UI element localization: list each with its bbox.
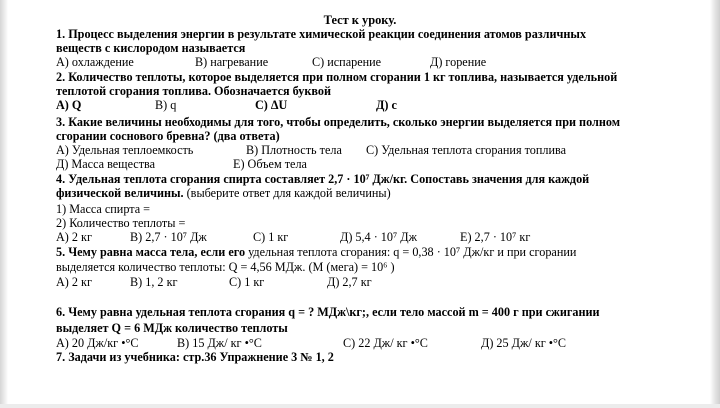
q6-option-d: Д) 25 Дж/ кг •°С — [481, 336, 567, 350]
q4-option-d: Д) 5,4 · 10⁷ Дж — [340, 230, 418, 244]
q3-option-c: С) Удельная теплота сгорания топлива — [366, 143, 566, 157]
question-5-line-2: выделяется количество теплоты: Q = 4,56 МДж. (М (мега) = 10⁶ ) — [56, 260, 395, 274]
page-shadow-left — [0, 0, 8, 408]
question-7-line-1: 7. Задачи из учебника: стр.36 Упражнение 3 № 1, 2 — [56, 350, 334, 364]
q1-option-d: Д) горение — [430, 55, 487, 69]
question-5-line-1 — [56, 245, 576, 259]
q3-option-d: Д) Масса вещества — [56, 157, 156, 171]
q3-option-a: А) Удельная теплоемкость — [56, 143, 194, 157]
q5-option-d: Д) 2,7 кг — [327, 275, 372, 289]
q6-option-b: В) 15 Дж/ кг •°С — [177, 336, 262, 350]
q2-option-b: В) q — [155, 98, 177, 112]
question-3-line-2: сгорании соснового бревна? (два ответа) — [56, 129, 280, 143]
q5-option-a: А) 2 кг — [56, 275, 92, 289]
document-title: Тест к уроку. — [323, 13, 397, 27]
q4-option-e: Е) 2,7 · 10⁷ кг — [460, 230, 531, 244]
question-2-line-2: теплотой сгорания топлива. Обозначается буквой — [56, 84, 331, 98]
question-4-line-1: 4. Удельная теплота сгорания спирта составляет 2,7 · 10⁷ Дж/кг. Сопоставь значения для каждой — [56, 172, 590, 186]
question-2-line-1: 2. Количество теплоты, которое выделяется при полном сгорании 1 кг топлива, называется удельной — [56, 70, 618, 84]
page-shadow-bottom — [0, 404, 720, 408]
q4-option-a: А) 2 кг — [56, 230, 92, 244]
q1-option-b: В) нагревание — [195, 55, 269, 69]
q5-line-1-rest: удельная теплота сгорания: q = 0,38 · 10⁷ Дж/кг и при сгорании — [245, 245, 577, 259]
q4-option-b: В) 2,7 · 10⁷ Дж — [130, 230, 207, 244]
question-6-line-1: 6. Чему равна удельная теплота сгорания q = ? МДж\кг;, если тело массой m = 400 г при сжигании — [56, 305, 600, 319]
q4-item-1: 1) Масса спирта = — [56, 202, 151, 216]
q4-item-2: 2) Количество теплоты = — [56, 216, 186, 230]
q2-option-a: А) Q — [56, 98, 82, 112]
q4-option-c: С) 1 кг — [253, 230, 289, 244]
q1-option-a: А) охлаждение — [56, 55, 134, 69]
page-shadow-right — [710, 0, 720, 408]
q5-option-b: В) 1, 2 кг — [130, 275, 178, 289]
question-6-line-2: выделяет Q = 6 МДж количество теплоты — [56, 321, 288, 335]
q6-option-c: С) 22 Дж/ кг •°С — [343, 336, 428, 350]
q2-option-c: С) ΔU — [255, 98, 288, 112]
q3-option-e: Е) Объем тела — [233, 157, 307, 171]
q1-option-c: С) испарение — [312, 55, 382, 69]
q4-line-2-bold: физической величины. — [56, 186, 184, 200]
q5-line-1-bold: 5. Чему равна масса тела, если его — [56, 245, 246, 259]
q4-line-2-rest: (выберите ответ для каждой величины) — [183, 186, 391, 200]
q3-option-b: В) Плотность тела — [246, 143, 342, 157]
q6-option-a: А) 20 Дж/кг •°С — [56, 336, 139, 350]
q5-option-c: С) 1 кг — [229, 275, 265, 289]
question-1-line-1: 1. Процесс выделения энергии в результате химической реакции соединения атомов различных — [56, 27, 587, 41]
question-3-line-1: 3. Какие величины необходимы для того, чтобы определить, сколько энергии выделяется при полном — [56, 115, 621, 129]
question-4-line-2 — [56, 186, 391, 200]
q2-option-d: Д) c — [376, 98, 397, 112]
question-1-line-2: веществ с кислородом называется — [56, 41, 246, 55]
